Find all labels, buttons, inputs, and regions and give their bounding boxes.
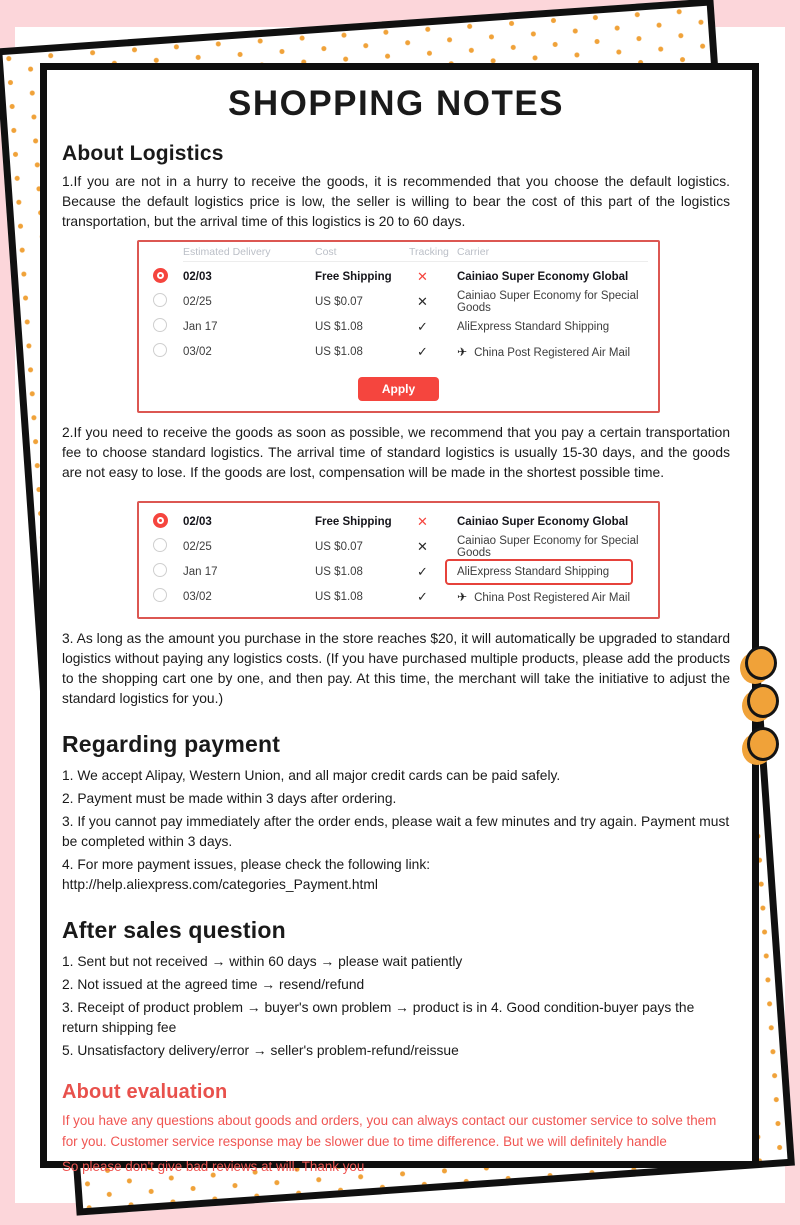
evaluation-paragraph-2: So please don't give bad reviews at will. Thank you <box>62 1159 365 1174</box>
delivery-cell: 02/25 <box>183 540 212 553</box>
header-carrier: Carrier <box>457 245 490 258</box>
table-row <box>139 264 658 289</box>
list-item: 2. Payment must be made within 3 days after ordering. <box>62 791 397 806</box>
table-row <box>139 534 658 559</box>
shipping-option-radio[interactable] <box>153 343 167 357</box>
carrier-cell: Cainiao Super Economy Global <box>457 270 629 283</box>
tracking-check-icon: ✓ <box>417 318 428 334</box>
cost-cell: US $1.08 <box>315 565 363 578</box>
carrier-cell: ✈ China Post Registered Air Mail <box>457 344 631 359</box>
header-estimated-delivery: Estimated Delivery <box>183 245 271 258</box>
cost-cell: US $1.08 <box>315 345 363 358</box>
page-title: SHOPPING NOTES <box>227 84 565 123</box>
cost-cell: Free Shipping <box>315 270 392 283</box>
section-heading-after-sales: After sales question <box>62 917 286 943</box>
shipping-option-radio[interactable] <box>153 588 167 602</box>
payment-list <box>62 766 730 895</box>
shipping-option-radio-selected[interactable] <box>153 268 168 283</box>
section-heading-evaluation: About evaluation <box>62 1081 228 1103</box>
apply-button[interactable]: Apply <box>358 377 439 401</box>
poster-panel <box>40 63 759 1174</box>
section-heading-logistics: About Logistics <box>62 142 224 165</box>
tracking-cross-icon: ✕ <box>417 293 428 309</box>
table-row <box>139 314 658 339</box>
shipping-option-radio[interactable] <box>153 318 167 332</box>
plane-icon: ✈ <box>457 589 468 604</box>
plane-icon: ✈ <box>457 344 468 359</box>
delivery-cell: 02/03 <box>183 270 212 283</box>
carrier-cell <box>457 565 658 579</box>
list-item: 3. Receipt of product problem → buyer's own problem → product is in 4. Good condition-buyer pays the return shipping fee <box>62 1000 695 1035</box>
tracking-check-icon: ✓ <box>417 563 428 579</box>
cost-cell: US $1.08 <box>315 590 363 603</box>
after-sales-list <box>62 952 730 1061</box>
carrier-cell: Cainiao Super Economy Global <box>457 515 629 528</box>
cost-cell: US $0.07 <box>315 540 363 553</box>
logistics-paragraph-3: 3. As long as the amount you purchase in the store reaches $20, it will automatically be upgraded to standard logistics without paying any logistics costs. (If you have purchased multiple products, please add the products to the shopping cart one by one, and then pay. At this time, the merchant will take the initiative to adjust the standard logistics for you.) <box>62 631 730 706</box>
shipping-option-radio[interactable] <box>153 293 167 307</box>
cost-cell: Free Shipping <box>315 515 392 528</box>
list-item: 2. Not issued at the agreed time → resend/refund <box>62 977 365 992</box>
delivery-cell: 02/25 <box>183 295 212 308</box>
shipping-option-radio-selected[interactable] <box>153 513 168 528</box>
table-row <box>139 559 658 584</box>
shipping-option-radio[interactable] <box>153 563 167 577</box>
shipping-table-header <box>183 242 648 262</box>
delivery-cell: Jan 17 <box>183 320 218 333</box>
logistics-paragraph-1: 1.If you are not in a hurry to receive the goods, it is recommended that you choose the default logistics. Because the default logistics price is low, the seller is willing to bear the cost of this part of the logistics transportation, but the arrival time of this logistics is 20 to 60 days. <box>62 174 730 229</box>
delivery-cell: 02/03 <box>183 515 212 528</box>
table-row <box>139 509 658 534</box>
tracking-cross-icon: ✕ <box>417 538 428 554</box>
carrier-cell: ✈ China Post Registered Air Mail <box>457 589 631 604</box>
cost-cell: US $0.07 <box>315 295 363 308</box>
list-item: 5. Unsatisfactory delivery/error → seller's problem-refund/reissue <box>62 1043 459 1058</box>
tracking-check-icon: ✓ <box>417 588 428 604</box>
header-tracking: Tracking <box>409 245 449 258</box>
delivery-cell: 03/02 <box>183 590 212 603</box>
list-item: 1. Sent but not received → within 60 days → please wait patiently <box>62 954 463 969</box>
shipping-option-radio[interactable] <box>153 538 167 552</box>
gold-coin-decoration <box>745 646 777 680</box>
delivery-cell: 03/02 <box>183 345 212 358</box>
table-row <box>139 289 658 314</box>
tracking-cross-icon: ✕ <box>417 513 428 529</box>
carrier-cell: Cainiao Super Economy for Special Goods <box>457 534 639 559</box>
carrier-cell: AliExpress Standard Shipping <box>457 320 610 333</box>
list-item: 1. We accept Alipay, Western Union, and all major credit cards can be paid safely. <box>62 768 561 783</box>
tracking-cross-icon: ✕ <box>417 268 428 284</box>
gold-coin-decoration <box>747 684 779 718</box>
list-item: 4. For more payment issues, please check the following link: http://help.aliexpress.com/categories_Payment.html <box>62 857 431 892</box>
table-row <box>139 584 658 609</box>
tracking-check-icon: ✓ <box>417 343 428 359</box>
delivery-cell: Jan 17 <box>183 565 218 578</box>
section-heading-payment: Regarding payment <box>62 731 281 757</box>
shipping-options-table-1 <box>137 240 660 413</box>
table-row <box>139 339 658 364</box>
shipping-options-table-2 <box>137 501 660 619</box>
carrier-cell: Cainiao Super Economy for Special Goods <box>457 289 639 314</box>
evaluation-paragraph-1: If you have any questions about goods and orders, you can always contact our customer service to solve them for you. Customer service response may be slower due to time difference. But we will definitely handle <box>62 1113 717 1149</box>
gold-coin-decoration <box>747 727 779 761</box>
list-item: 3. If you cannot pay immediately after the order ends, please wait a few minutes and try again. Payment must be completed within 3 days. <box>62 814 730 849</box>
carrier-highlight-box: AliExpress Standard Shipping <box>445 559 633 585</box>
cost-cell: US $1.08 <box>315 320 363 333</box>
logistics-paragraph-2: 2.If you need to receive the goods as soon as possible, we recommend that you pay a certain transportation fee to choose standard logistics. The arrival time of standard logistics is usually 15-30 days, and the goods are not easy to lose. If the goods are lost, compensation will be made in the shortest possible time. <box>62 425 730 480</box>
header-cost: Cost <box>315 245 337 258</box>
